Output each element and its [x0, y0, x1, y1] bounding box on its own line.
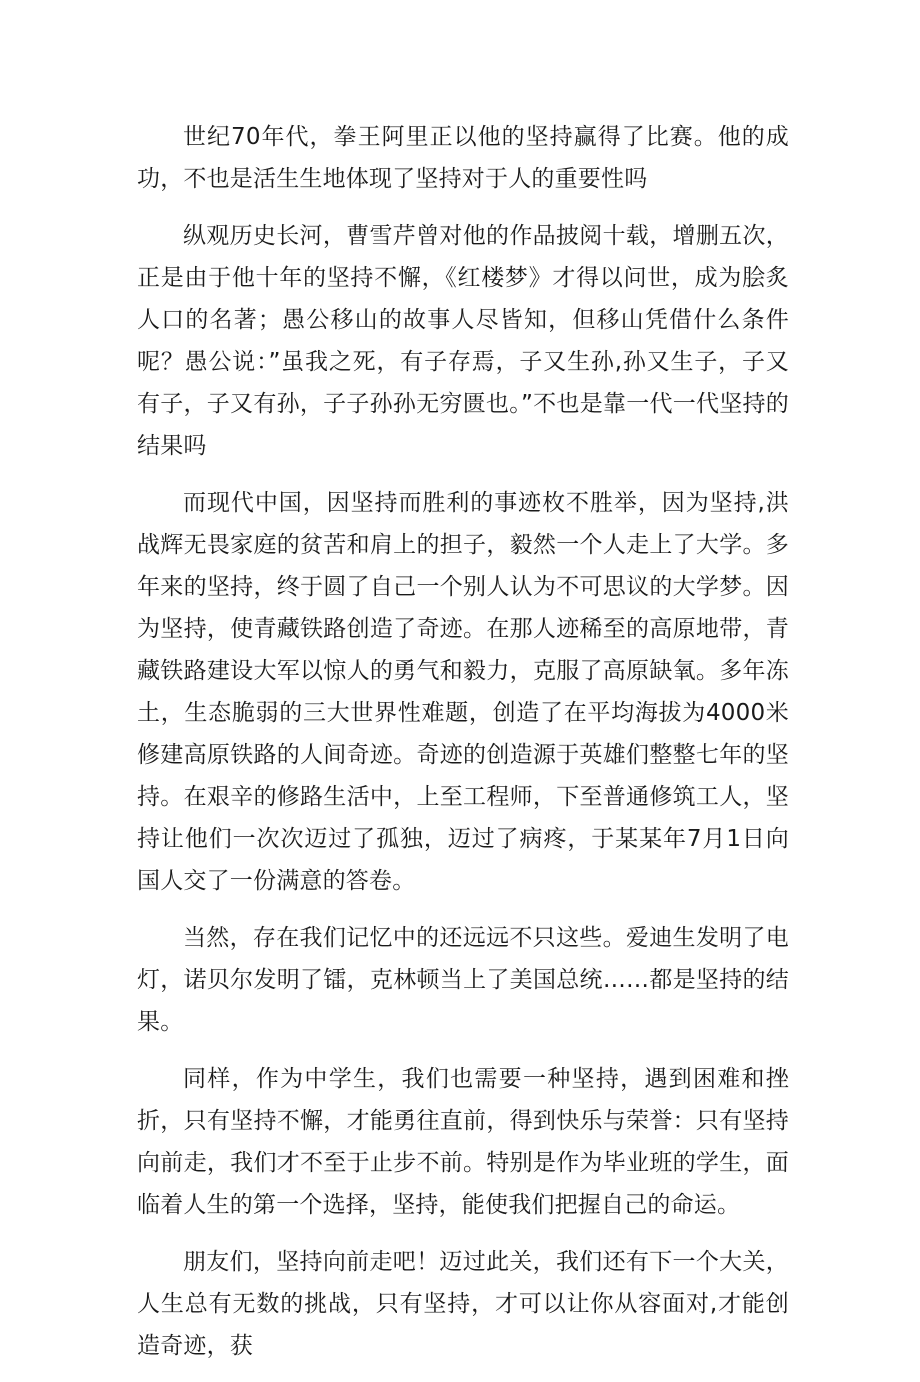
paragraph-ali: 世纪70年代，拳王阿里正以他的坚持赢得了比赛。他的成功，不也是活生生地体现了坚持对于人的重要性吗	[137, 124, 789, 192]
document-body	[137, 116, 789, 1382]
paragraph-students: 同样，作为中学生，我们也需要一种坚持，遇到困难和挫折，只有坚持不懈，才能勇往直前，得到快乐与荣誉：只有坚持向前走，我们才不至于止步不前。特别是作为毕业班的学生，面临着人生的第一个选择，坚持，能使我们把握自己的命运。	[137, 1066, 789, 1218]
paragraph-modern-china: 而现代中国，因坚持而胜利的事迹枚不胜举，因为坚持,洪战辉无畏家庭的贫苦和肩上的担子，毅然一个人走上了大学。多年来的坚持，终于圆了自己一个别人认为不可思议的大学梦。因为坚持，使青藏铁路创造了奇迹。在那人迹稀至的高原地带，青藏铁路建设大军以惊人的勇气和毅力，克服了高原缺氧。多年冻土，生态脆弱的三大世界性难题，创造了在平均海拔为4000米修建高原铁路的人间奇迹。奇迹的创造源于英雄们整整七年的坚持。在艰辛的修路生活中，上至工程师，下至普通修筑工人，坚持让他们一次次迈过了孤独，迈过了病疼，于某某年7月1日向国人交了一份满意的答卷。	[137, 490, 789, 894]
paragraph-history: 纵观历史长河，曹雪芹曾对他的作品披阅十载，增删五次，正是由于他十年的坚持不懈，《红楼梦》才得以问世，成为脍炙人口的名著；愚公移山的故事人尽皆知，但移山凭借什么条件呢？愚公说：”虽我之死，有子存焉，子又生孙,孙又生子，子又有子，子又有孙，子子孙孙无穷匮也。”不也是靠一代一代坚持的结果吗	[137, 223, 789, 459]
paragraph-friends: 朋友们，坚持向前走吧！迈过此关，我们还有下一个大关，人生总有无数的挑战，只有坚持，才可以让你从容面对,才能创造奇迹，获	[137, 1249, 789, 1359]
paragraph-memory: 当然，存在我们记忆中的还远远不只这些。爱迪生发明了电灯，诺贝尔发明了镭，克林顿当上了美国总统……都是坚持的结果。	[137, 925, 789, 1035]
